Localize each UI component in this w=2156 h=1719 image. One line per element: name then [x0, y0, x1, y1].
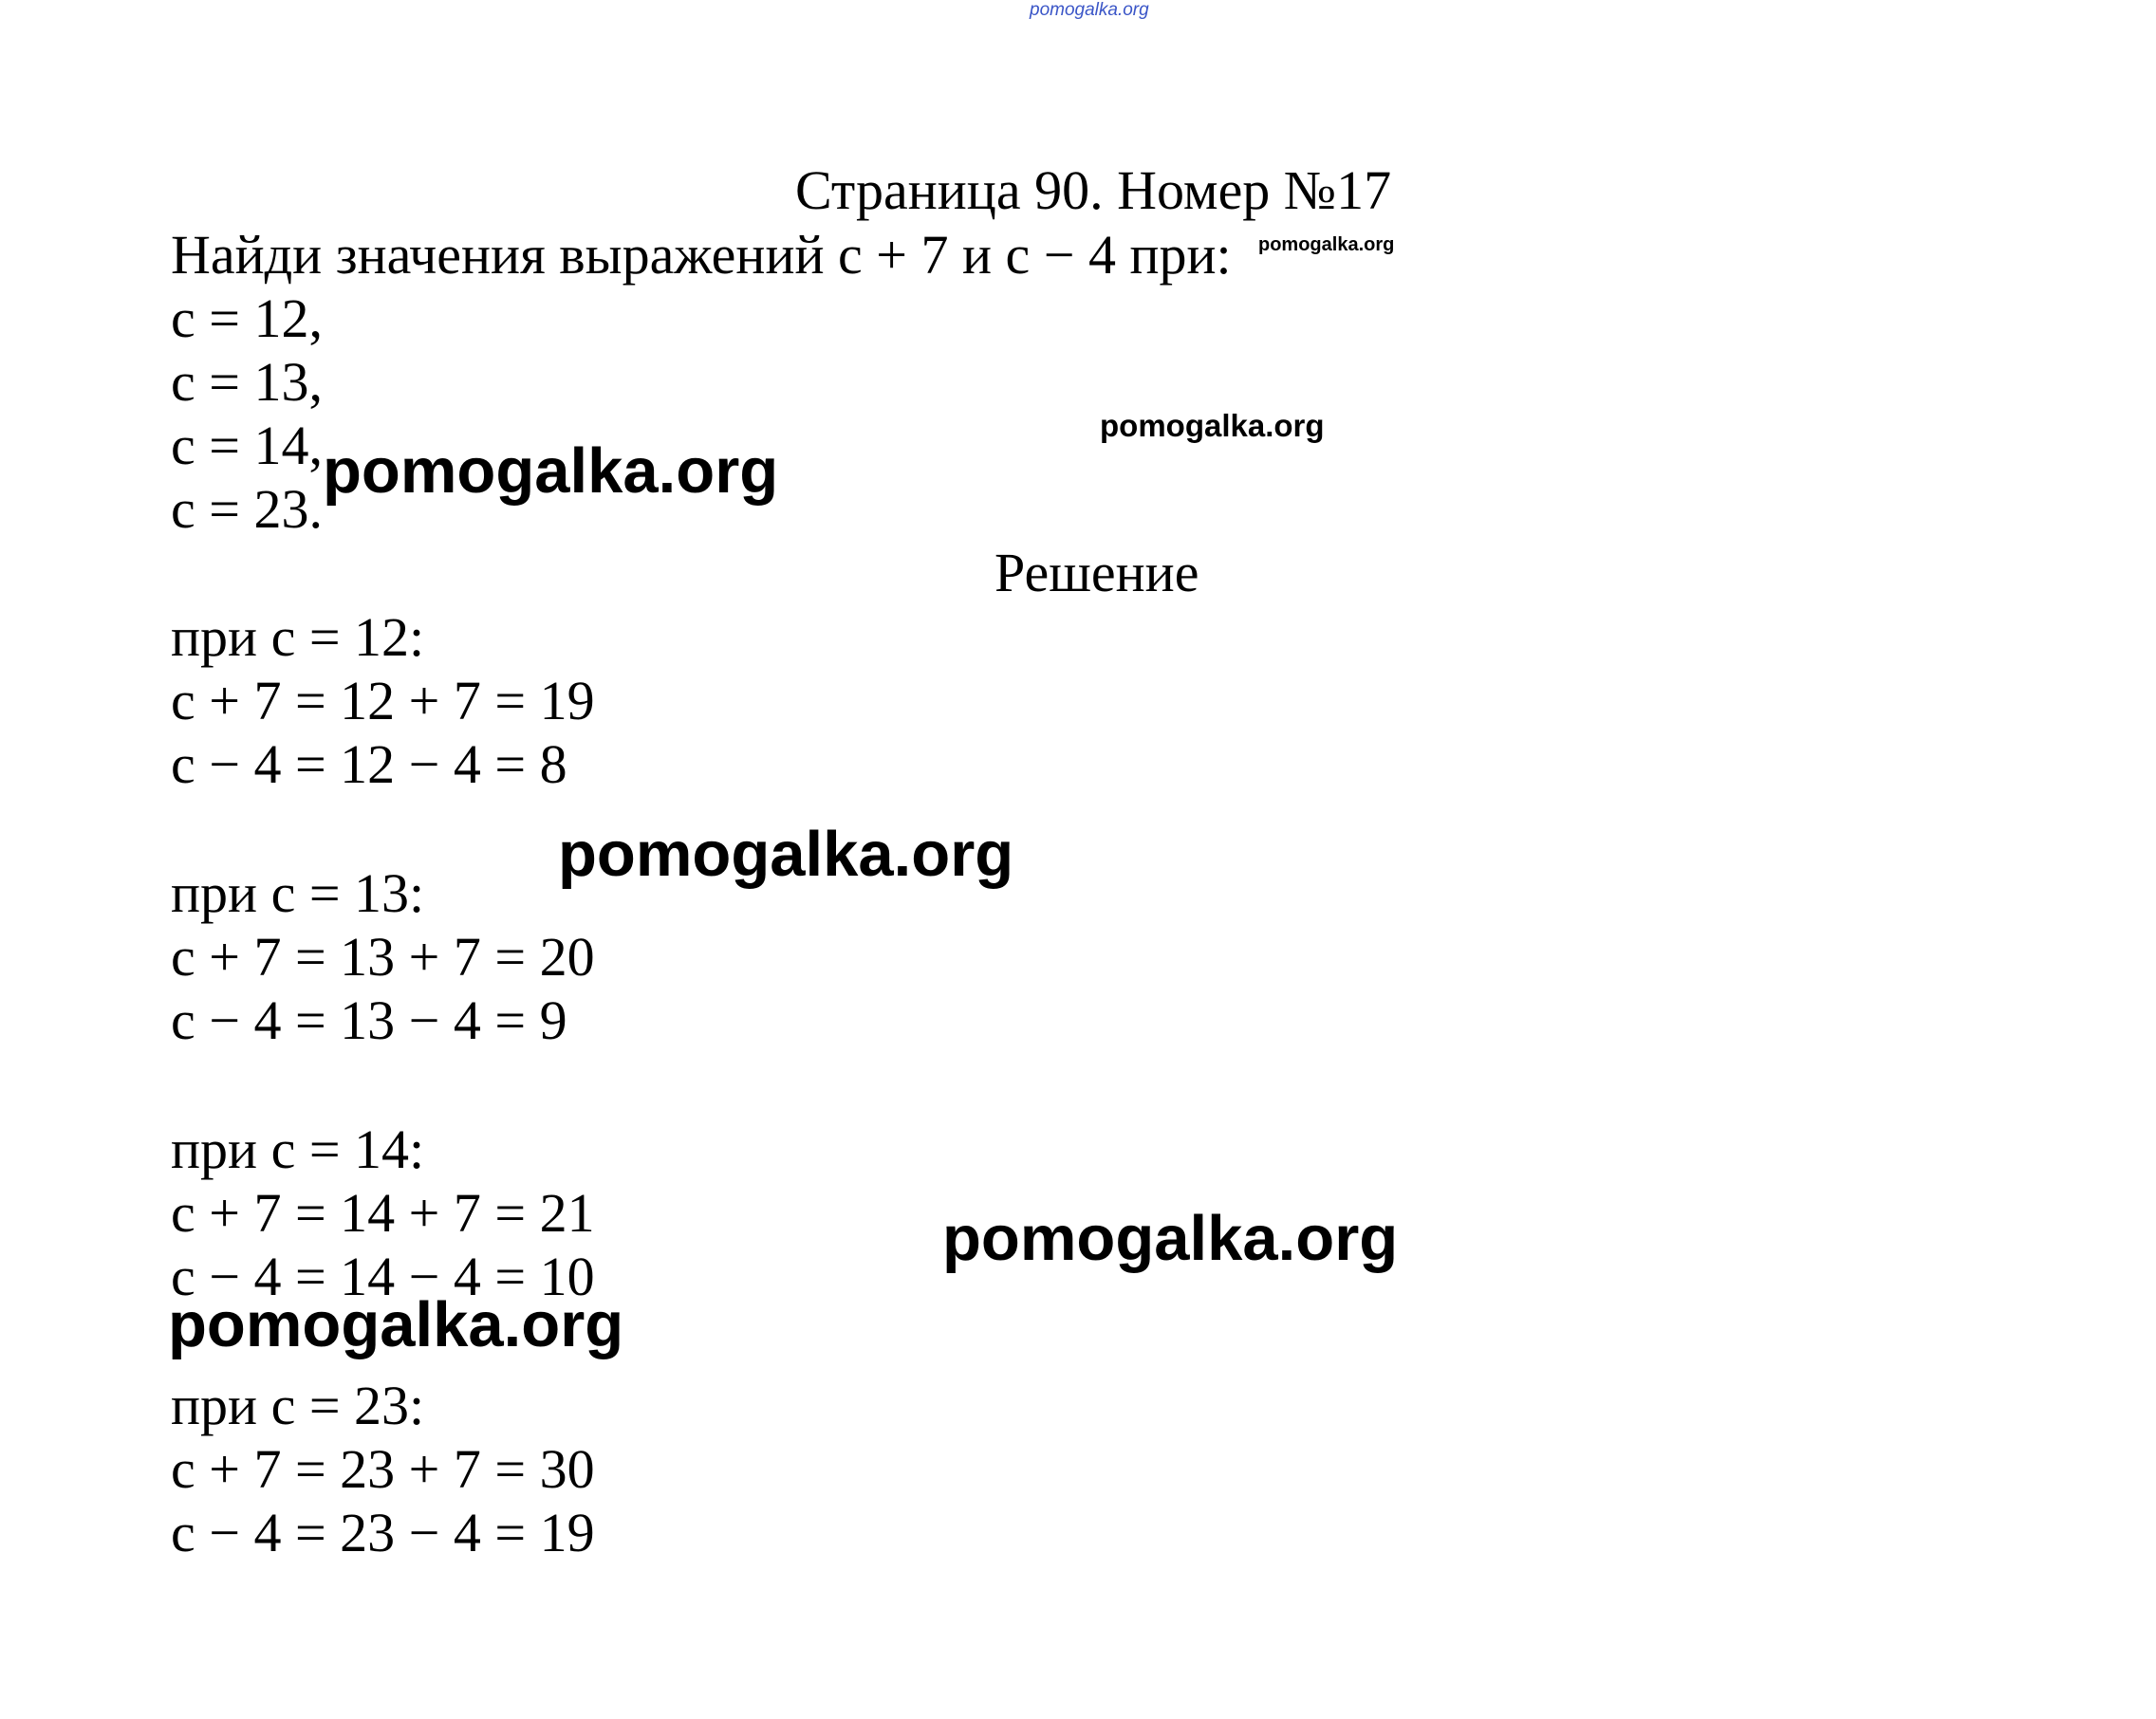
header-watermark: pomogalka.org — [1030, 0, 1149, 20]
task-value: с = 14, — [171, 415, 323, 476]
task-value: с = 23. — [171, 478, 323, 540]
solution-condition: при с = 12: — [171, 606, 425, 668]
watermark-large: pomogalka.org — [558, 819, 1014, 890]
solution-condition: при с = 13: — [171, 862, 425, 924]
task-value: с = 12, — [171, 287, 323, 349]
solution-line: с + 7 = 14 + 7 = 21 — [171, 1182, 595, 1244]
watermark-tiny: pomogalka.org — [1258, 234, 1395, 255]
watermark-small: pomogalka.org — [1100, 408, 1325, 443]
solution-heading: Решение — [994, 542, 1199, 603]
watermark-large: pomogalka.org — [323, 435, 779, 507]
solution-line: с − 4 = 23 − 4 = 19 — [171, 1502, 595, 1563]
solution-condition: при с = 14: — [171, 1118, 425, 1180]
watermark-large: pomogalka.org — [942, 1203, 1399, 1274]
task-prompt: Найди значения выражений с + 7 и с − 4 при: — [171, 224, 1232, 286]
solution-line: с + 7 = 13 + 7 = 20 — [171, 926, 595, 988]
watermark-large: pomogalka.org — [168, 1289, 624, 1360]
solution-condition: при с = 23: — [171, 1375, 425, 1436]
solution-line: с + 7 = 12 + 7 = 19 — [171, 670, 595, 731]
page-title: Страница 90. Номер №17 — [795, 159, 1392, 221]
solution-line: с + 7 = 23 + 7 = 30 — [171, 1438, 595, 1500]
solution-line: с − 4 = 12 − 4 = 8 — [171, 733, 567, 795]
solution-line: с − 4 = 13 − 4 = 9 — [171, 989, 567, 1051]
task-value: с = 13, — [171, 351, 323, 413]
solution-line: с − 4 = 14 − 4 = 10 — [171, 1246, 595, 1307]
